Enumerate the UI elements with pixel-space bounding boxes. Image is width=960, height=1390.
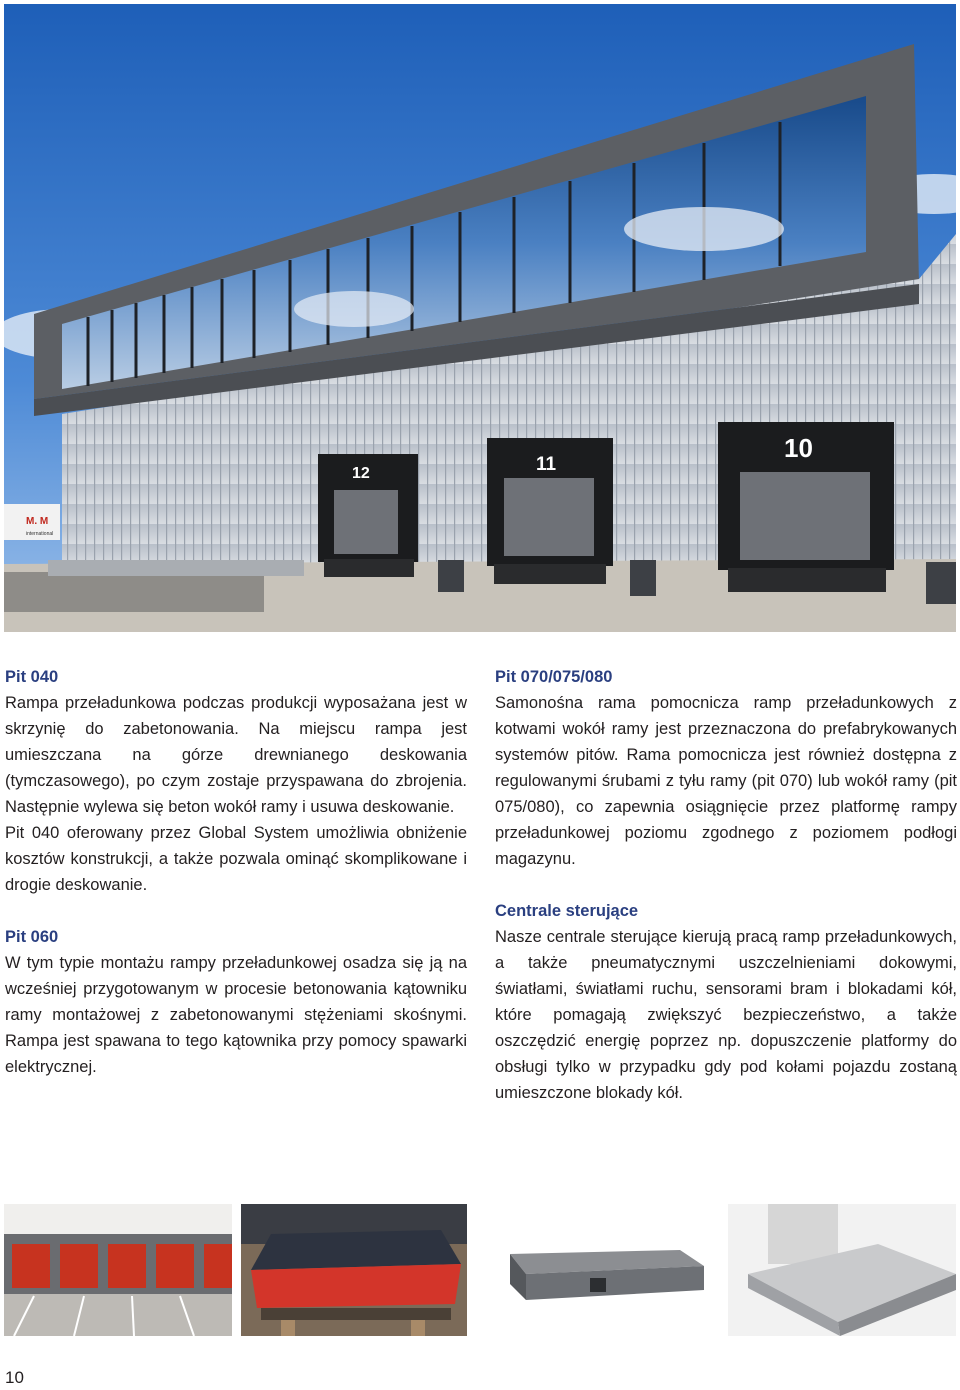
thumbnail-platform <box>728 1204 956 1336</box>
paragraph: Nasze centrale sterujące kierują pracą ramp przeładunkowych, a także pneumatycznymi uszczelnieniami dokowymi, światłami, światłami ruchu, sensorami bram i blokadami kół, które pomagają zwiększyć bezpieczeństwo, a także oszczędzić energię poprzez np. dopuszczenie platformy do obsługi tylko w przypadku gdy pod kołami pojazdu zostaną umieszczone blokady kół. <box>495 928 957 1102</box>
right-column <box>495 664 957 1106</box>
bin <box>926 562 956 604</box>
truck-sign-subtext: international <box>26 531 54 537</box>
section-title-pit-070: Pit 070/075/080 <box>495 668 613 686</box>
left-column <box>5 664 467 1080</box>
dock-number: 10 <box>784 433 813 463</box>
guard-rail <box>48 560 304 576</box>
dock-11 <box>487 438 613 584</box>
dock-12 <box>318 454 418 577</box>
parking-lot <box>4 572 264 612</box>
bin <box>438 560 464 592</box>
page-number: 10 <box>5 1368 24 1387</box>
dock-number: 11 <box>536 454 557 475</box>
thumbnail-dock-doors <box>4 1204 232 1336</box>
thumbnail-pit-frame <box>490 1204 719 1336</box>
section-title-pit-060: Pit 060 <box>5 928 59 946</box>
section-title-pit-040: Pit 040 <box>5 668 59 686</box>
paragraph: Samonośna rama pomocnicza ramp przeładunkowych z kotwami wokół ramy jest przeznaczona do prefabrykowanych systemów pitów. Rama pomocnicza jest również dostępna z regulowanymi śrubami z tyłu ramy (pit 070) lub wokół ramy (pit 075/080), co zapewnia osiągnięcie przez platformę rampy przeładunkowej poziomu zgodnego z poziomem podłogi magazynu. <box>495 694 957 868</box>
paragraph: Pit 040 oferowany przez Global System umożliwia obniżenie kosztów konstrukcji, a także pozwala ominąć skomplikowane i drogie deskowanie. <box>5 824 467 894</box>
cloud-reflection <box>294 291 414 327</box>
section-title-centrale: Centrale sterujące <box>495 902 639 920</box>
paragraph: Rampa przeładunkowa podczas produkcji wyposażana jest w skrzynię do zabetonowania. Na miejscu rampa jest umieszczana na górze drewnianego deskowania (tymczasowego), po czym zostaje przyspawana do zbrojenia. Następnie wylewa się beton wokół ramy i usuwa deskowanie. <box>5 694 467 816</box>
truck-sign-text: M. M <box>26 516 49 527</box>
dock-number: 12 <box>352 465 370 482</box>
dock-10 <box>718 422 894 592</box>
bin <box>630 560 656 596</box>
hero-photo <box>4 4 956 632</box>
thumbnail-dock-leveler <box>241 1204 467 1336</box>
paragraph: W tym typie montażu rampy przeładunkowej osadza się ją na wcześniej przygotowanym w procesie betonowania kątowniku ramy montażowej z zabetonowanymi stężeniami skośnymi. Rampa jest spawana to tego kątownika przy pomocy spawarki elektrycznej. <box>5 954 467 1076</box>
cloud-reflection <box>624 207 784 251</box>
